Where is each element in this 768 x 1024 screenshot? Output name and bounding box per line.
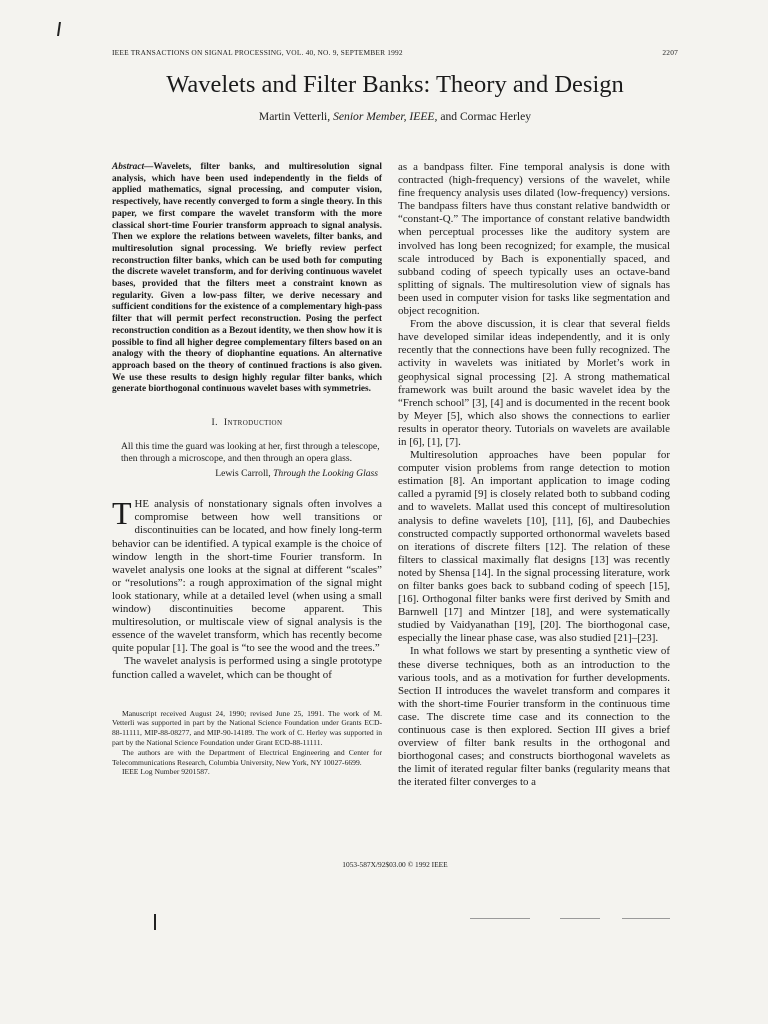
right-paragraph-2: From the above discussion, it is clear that several fields have developed similar ideas independently, and it is only recently that the connections have been fully recognized. The activity in wavelets was initiated by Morlet’s work in geophysical signal processing [2]. A strong mathematical framework was built around the basic wavelet idea by the “French school” [3], [4] and is documented in the recent book by Meyer [5], which also shows the connections to earlier results in operator theory. Tutorials on wavelets are available in [6], [1], [7].: [398, 318, 670, 448]
epigraph-quote: All this time the guard was looking at her, first through a telescope, then through a microscope, and then through an opera glass.: [121, 441, 380, 465]
left-column: [112, 162, 382, 777]
author-line: [112, 110, 678, 123]
footnote-log-number: IEEE Log Number 9201587.: [122, 767, 210, 777]
running-head: [112, 48, 678, 57]
section-numeral: I.: [211, 417, 218, 429]
right-paragraph-4: In what follows we start by presenting a synthetic view of these diverse techniques, both as an introduction to the various tools, and as a motivation for further developments. Section II introduces the wavelet transform and compares it with the short-time Fourier transform in the continuous time case. The discrete time case and its connection to the continuous case is then explored. Section III gives a brief overview of filter bank results in the orthogonal and biorthogonal cases; and constructs biorthogonal wavelets as the limit of iterated regular filter banks (regularity means that the iterated filter converges to a: [398, 645, 670, 789]
page-number: 2207: [662, 48, 678, 57]
scan-artifact-dash: [470, 918, 530, 919]
footnote-affiliation: The authors are with the Department of Electrical Engineering and Center for Telecommunications Research, Columbia University, New York, NY 10027-6699.: [112, 747, 382, 767]
epigraph-author: Lewis Carroll,: [215, 467, 271, 479]
abstract-lead: Abstract—: [112, 162, 154, 172]
intro-paragraph-2: The wavelet analysis is performed using a single prototype function called a wavelet, which can be thought of: [112, 655, 382, 681]
scan-artifact-bottom: [154, 914, 156, 930]
scan-artifact-top: [57, 22, 61, 36]
copyright-line: 1053-587X/92$03.00 © 1992 IEEE: [342, 860, 448, 869]
section-title: Introduction: [223, 417, 283, 429]
author-1-designation: Senior Member, IEEE,: [333, 110, 438, 123]
scan-artifact-dash: [560, 918, 600, 919]
right-column: [398, 161, 670, 790]
scan-artifact-dash: [622, 918, 670, 919]
intro-smallcaps-lead: HE: [134, 498, 150, 511]
drop-cap: T: [112, 495, 132, 532]
footnotes: [112, 709, 382, 778]
author-rest: and Cormac Herley: [440, 110, 532, 123]
intro-paragraph-1: [112, 495, 382, 655]
right-paragraph-3: Multiresolution approaches have been popular for computer vision problems from range detection to motion estimation [8]. An important application to image coding called a pyramid [9] is closely related both to subband coding and to wavelets. Mallat used this concept of multiresolution analysis to define wavelets [10], [11], [6], and Daubechies constructed compactly supported orthonormal wavelets based on iterations of discrete filters [12]. The relation of these filters to classical maximally flat designs [13] was recently noted by Shensa [14]. In the signal processing literature, work on filter banks goes back to subband coding of speech [15], [16]. Orthogonal filter banks were first derived by Smith and Barnwell [17] and Mintzer [18], and were systematically studied by Vaidyanathan [19], [20]. The biorthogonal case, especially the linear phase case, was also studied [21]–[23].: [398, 449, 670, 645]
author-1: Martin Vetterli,: [258, 110, 331, 123]
footnote-manuscript: Manuscript received August 24, 1990; revised June 25, 1991. The work of M. Vetterli was supported in part by the National Science Foundation under Grants ECD-88-11111, MIP-88-08277, and MIP-90-14189. The work of C. Herley was supported in part by the National Science Foundation under Grant ECD-88-11111.: [112, 708, 382, 747]
intro-paragraph-1-text: analysis of nonstationary signals often involves a compromise between how well transitions or discontinuities can be located, and how finely long-term behavior can be identified. A typical example is the choice of window length in the short-time Fourier transform. In wavelet analysis one looks at the signal at different “scales” or “resolutions”: a rough approximation of the signal might look stationary, while at a detailed level (when using a small window) discontinuities become apparent. This multiresolution, or multiscale view of signal analysis is the essence of the wavelet transform, which has recently become quite popular [1]. The goal is “to see the wood and the trees.”: [112, 498, 382, 655]
abstract: [112, 162, 382, 396]
epigraph-attribution: [112, 468, 378, 480]
right-paragraph-1: as a bandpass filter. Fine temporal analysis is done with contracted (high-frequency) versions of the wavelet, while fine frequency analysis uses dilated (low-frequency) versions. The bandpass filters have thus constant relative bandwidth or “constant-Q.” The importance of constant relative bandwidth when perceptual processes like the auditory system are involved has long been recognized; for example, the musical scale introduced by Bach is exponentially spaced, and subband coding of speech typically uses an octave-band splitting of signals. The multiresolution view of signals has been used in computer vision for tasks like segmentation and object recognition.: [398, 161, 670, 318]
epigraph-book: Through the Looking Glass: [273, 467, 378, 479]
abstract-text: Wavelets, filter banks, and multiresolution signal analysis, which have been used independently in the fields of applied mathematics, signal processing, and computer vision, respectively, have recently converged to form a single theory. In this paper, we first compare the wavelet transform with the more classical short-time Fourier transform approach to signal analysis. Then we explore the relations between wavelets, filter banks, and multiresolution signal processing. We briefly review perfect reconstruction filter banks, which can be used both for computing the discrete wavelet transform, and for deriving continuous wavelet bases, provided that the filters meet a constraint known as regularity. Given a low-pass filter, we derive necessary and sufficient conditions for the existence of a complementary high-pass filter that will permit perfect reconstruction. Posing the perfect reconstruction condition as a Bezout identity, we then show how it is possible to find all higher degree complementary filters based on an analogy with the theory of diophantine equations. An alternative approach based on the theory of continued fractions is also given. We use these results to design highly regular filter banks, which generate biorthogonal continuous wavelet bases with symmetries.: [112, 162, 382, 395]
journal-citation: IEEE TRANSACTIONS ON SIGNAL PROCESSING, VOL. 40, NO. 9, SEPTEMBER 1992: [112, 48, 403, 57]
paper-title: Wavelets and Filter Banks: Theory and Design: [166, 71, 624, 98]
section-heading-introduction: [112, 417, 382, 428]
